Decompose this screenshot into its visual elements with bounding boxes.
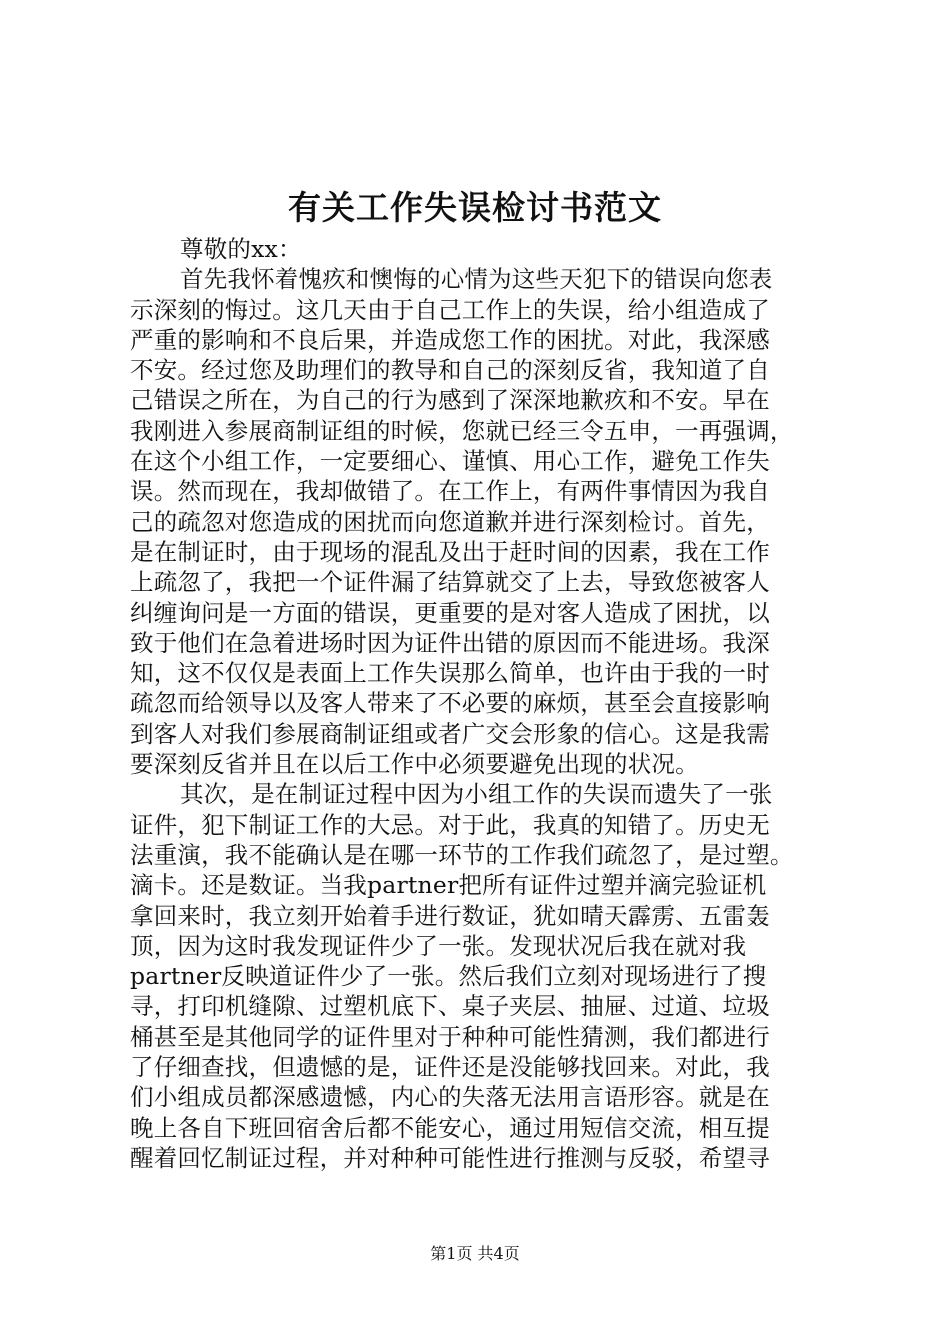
text-line: 顶，因为这时我发现证件少了一张。发现状况后我在就对我 (130, 931, 747, 960)
text-line: 拿回来时，我立刻开始着手进行数证，犹如晴天霹雳、五雷轰 (130, 901, 770, 930)
text-line: 法重演，我不能确认是在哪一环节的工作我们疏忽了，是过塑。 (130, 840, 794, 869)
text-line: 首先我怀着愧疚和懊悔的心情为这些天犯下的错误向您表 (180, 265, 773, 294)
text-line: 疏忽而给领导以及客人带来了不必要的麻烦，甚至会直接影响 (130, 689, 770, 718)
text-line: 纠缠询问是一方面的错误，更重要的是对客人造成了困扰，以 (130, 598, 770, 627)
text-line: 误。然而现在，我却做错了。在工作上，有两件事情因为我自 (130, 477, 770, 506)
text-line: 尊敬的xx： (180, 235, 302, 263)
text-line: 晚上各自下班回宿舍后都不能安心，通过用短信交流，相互提 (130, 1113, 770, 1142)
text-line: 滴卡。还是数证。当我partner把所有证件过塑并滴完验证机 (130, 871, 767, 900)
page-footer: 第1页 共4页 (430, 1244, 520, 1263)
document-body (130, 234, 835, 1173)
text-line: 到客人对我们参展商制证组或者广交会形象的信心。这是我需 (130, 719, 770, 748)
text-line: 要深刻反省并且在以后工作中必须要避免出现的状况。 (130, 750, 699, 779)
text-line: 们小组成员都深感遗憾，内心的失落无法用言语形容。就是在 (130, 1083, 770, 1112)
text-line: partner反映道证件少了一张。然后我们立刻对现场进行了搜 (130, 962, 767, 991)
text-line: 其次，是在制证过程中因为小组工作的失误而遗失了一张 (180, 780, 773, 809)
text-line: 己错误之所在，为自己的行为感到了深深地歉疚和不安。早在 (130, 386, 770, 415)
text-line: 证件，犯下制证工作的大忌。对于此，我真的知错了。历史无 (130, 810, 770, 839)
text-line: 致于他们在急着进场时因为证件出错的原因而不能进场。我深 (130, 628, 770, 657)
text-line: 我刚进入参展商制证组的时候，您就已经三令五申，一再强调， (130, 416, 794, 445)
text-line: 是在制证时，由于现场的混乱及出于赶时间的因素，我在工作 (130, 537, 770, 566)
text-line: 醒着回忆制证过程，并对种种可能性进行推测与反驳，希望寻 (130, 1143, 770, 1172)
text-line: 了仔细查找，但遗憾的是，证件还是没能够找回来。对此，我 (130, 1053, 770, 1082)
text-line: 在这个小组工作，一定要细心、谨慎、用心工作，避免工作失 (130, 447, 770, 476)
text-line: 己的疏忽对您造成的困扰而向您道歉并进行深刻检讨。首先， (130, 507, 770, 536)
text-line: 上疏忽了，我把一个证件漏了结算就交了上去，导致您被客人 (130, 568, 770, 597)
text-line: 寻，打印机缝隙、过塑机底下、桌子夹层、抽屉、过道、垃圾 (130, 992, 770, 1021)
text-line: 严重的影响和不良后果，并造成您工作的困扰。对此，我深感 (130, 325, 770, 354)
text-line: 知，这不仅仅是表面上工作失误那么简单，也许由于我的一时 (130, 659, 770, 688)
document-title: 有关工作失误检讨书范文 (288, 188, 662, 227)
text-line: 不安。经过您及助理们的教导和自己的深刻反省，我知道了自 (130, 356, 770, 385)
text-line: 桶甚至是其他同学的证件里对于种种可能性猜测，我们都进行 (130, 1022, 770, 1051)
text-line: 示深刻的悔过。这几天由于自己工作上的失误，给小组造成了 (130, 295, 770, 324)
